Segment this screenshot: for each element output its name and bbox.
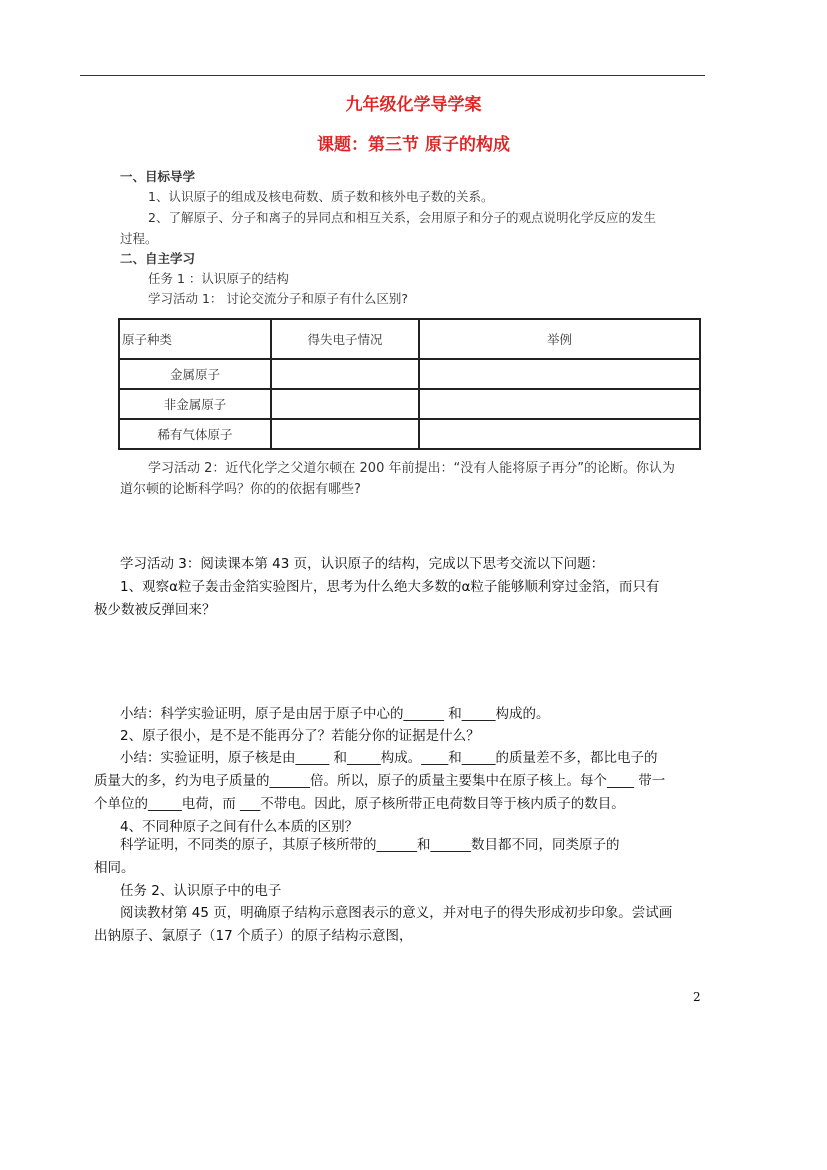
activity1-label: 学习活动 1： 讨论交流分子和原子有什么区别? (148, 291, 409, 306)
goal-1: 1、认识原子的组成及核电荷数、质子数和核外电子数的关系。 (148, 189, 494, 204)
summary2-line1: 小结：实验证明，原子核是由_____ 和_____构成。____和_____的质量差不多，都比电子的 (120, 750, 658, 766)
section1-heading: 一、目标导学 (120, 169, 196, 184)
table-header-cell: 举例 (419, 319, 700, 359)
document-title: 九年级化学导学案 (345, 95, 482, 115)
table-cell (419, 359, 700, 389)
task1-label: 任务 1 ：认识原子的结构 (148, 271, 289, 286)
lesson-subtitle: 课题：第三节 原子的构成 (317, 135, 510, 155)
table-header-cell: 得失电子情况 (271, 319, 419, 359)
activity2-line2: 道尔顿的论断科学吗？你的的依据有哪些? (120, 482, 361, 497)
table-cell: 非金属原子 (119, 389, 271, 419)
task2-line2: 出钠原子、氯原子（17 个质子）的原子结构示意图， (94, 928, 413, 944)
summary1: 小结：科学实验证明，原子是由居于原子中心的______ 和_____构成的。 (120, 706, 550, 722)
goal-2-line2: 过程。 (120, 231, 158, 246)
table-cell: 金属原子 (119, 359, 271, 389)
goal-2-line1: 2、了解原子、分子和离子的异同点和相互关系，会用原子和分子的观点说明化学反应的发生 (148, 210, 656, 225)
table-cell (419, 389, 700, 419)
answer4-line2: 相同。 (94, 860, 135, 876)
section2-heading: 二、自主学习 (120, 251, 196, 266)
header-rule (80, 75, 705, 76)
table-row (119, 389, 700, 419)
activity3-intro: 学习活动 3：阅读课本第 43 页，认识原子的结构，完成以下思考交流以下问题： (120, 556, 605, 572)
summary2-line3: 个单位的_____电荷，而 ___不带电。因此，原子核所带正电荷数目等于核内质子的数目。 (94, 796, 625, 812)
question1-line2: 极少数被反弹回来？ (94, 602, 216, 618)
table-cell (271, 419, 419, 449)
question2: 2、原子很小，是不是不能再分了？若能分你的证据是什么？ (120, 728, 480, 744)
table-row (119, 359, 700, 389)
question4: 4、不同种原子之间有什么本质的区别？ (120, 819, 359, 835)
table-cell (419, 419, 700, 449)
summary2-line2: 质量大的多，约为电子质量的______倍。所以，原子的质量主要集中在原子核上。每个____ 带一 (94, 773, 666, 789)
task2-heading: 任务 2、认识原子中的电子 (120, 883, 282, 899)
table-header-row (119, 319, 700, 359)
answer4-line1: 科学证明，不同类的原子，其原子核所带的______和______数目都不同，同类原子的 (120, 837, 620, 853)
table-cell: 稀有气体原子 (119, 419, 271, 449)
table-header-cell: 原子种类 (119, 319, 271, 359)
table-cell (271, 389, 419, 419)
table-row (119, 419, 700, 449)
question1-line1: 1、观察α粒子轰击金箔实验图片，思考为什么绝大多数的α粒子能够顺利穿过金箔，而只有 (120, 579, 660, 595)
task2-line1: 阅读教材第 45 页，明确原子结构示意图表示的意义，并对电子的得失形成初步印象。尝试画 (120, 905, 673, 921)
table-cell (271, 359, 419, 389)
page-number: 2 (693, 990, 701, 1004)
activity2-line1: 学习活动 2：近代化学之父道尔顿在 200 年前提出：“没有人能将原子再分”的论断。你认为 (148, 461, 675, 476)
atom-types-table (118, 318, 701, 450)
